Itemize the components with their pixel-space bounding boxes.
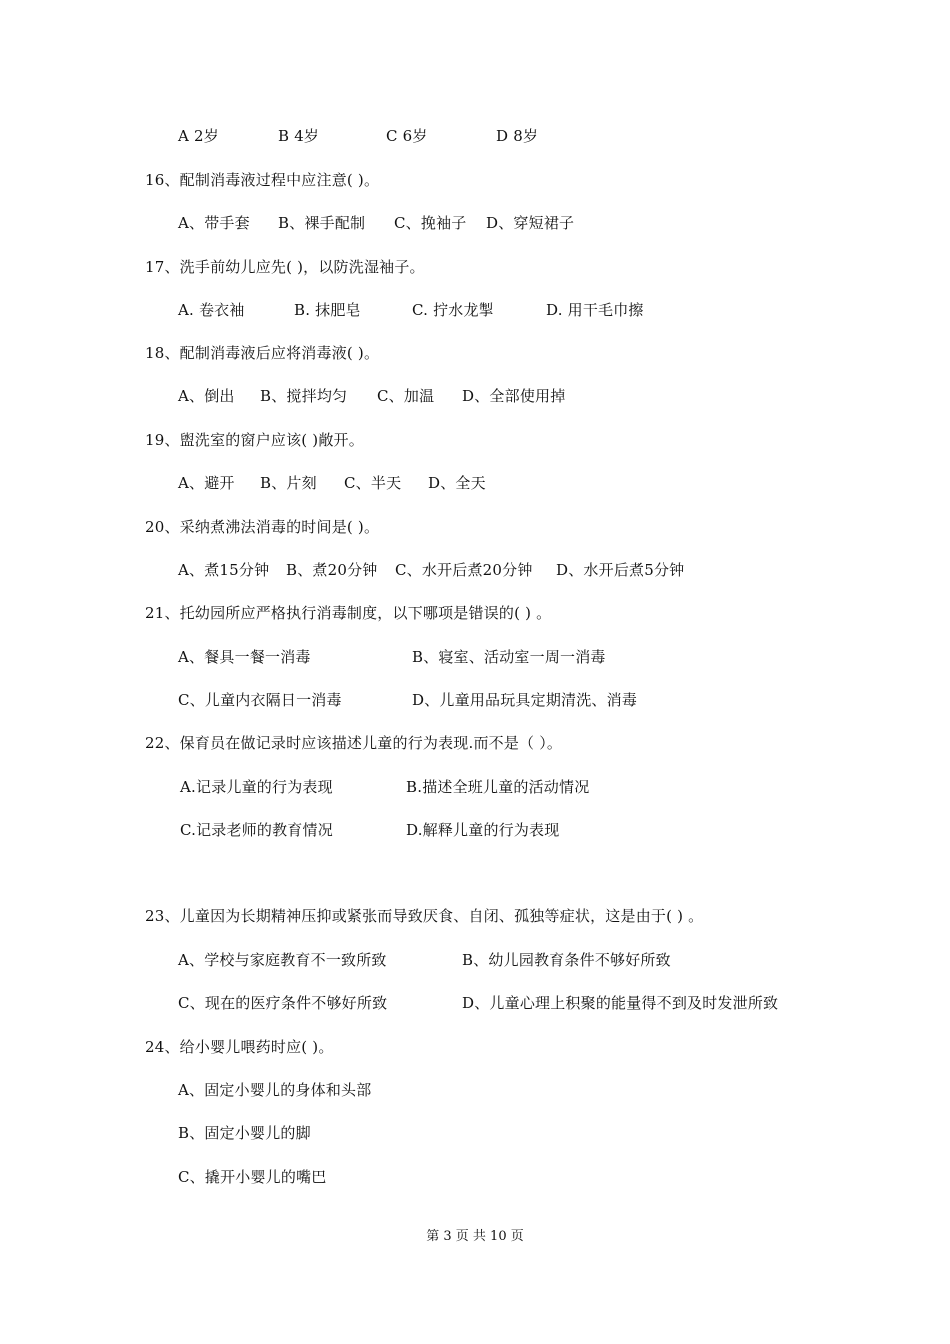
q24-option-a: A、固定小婴儿的身体和头部: [178, 1081, 372, 1099]
q21-options-row1: [0, 647, 950, 667]
q21-question: 21、托幼园所应严格执行消毒制度，以下哪项是错误的( ) 。: [145, 604, 552, 622]
q21-option-a: A、餐具一餐一消毒: [178, 648, 311, 666]
q18-question: 18、配制消毒液后应将消毒液( )。: [145, 344, 380, 362]
q17-option-d: D. 用干毛巾擦: [546, 301, 644, 319]
q17-question: 17、洗手前幼儿应先( )，以防洗湿袖子。: [145, 258, 425, 276]
q19-option-d: D、全天: [428, 474, 486, 492]
q15-option-c: C 6岁: [386, 127, 428, 145]
q20-option-c: C、水开后煮20分钟: [395, 561, 533, 579]
q16-option-c: C、挽袖子: [394, 214, 467, 232]
q15-option-a: A 2岁: [178, 127, 219, 145]
q23-options-row2: [0, 993, 950, 1013]
q19-options: [0, 473, 950, 493]
q18-option-d: D、全部使用掉: [462, 387, 566, 405]
q24-option-c: C、撬开小婴儿的嘴巴: [178, 1168, 327, 1186]
q21-option-c: C、儿童内衣隔日一消毒: [178, 691, 342, 709]
q23-option-c: C、现在的医疗条件不够好所致: [178, 994, 388, 1012]
q16-options: [0, 213, 950, 233]
q17-options: [0, 300, 950, 320]
q21-option-d: D、儿童用品玩具定期清洗、消毒: [412, 691, 638, 709]
q20-option-a: A、煮15分钟: [178, 561, 270, 579]
q23-options-row1: [0, 950, 950, 970]
q22-option-d: D.解释儿童的行为表现: [406, 821, 560, 839]
q18-option-a: A、倒出: [178, 387, 235, 405]
q23-option-a: A、学校与家庭教育不一致所致: [178, 951, 387, 969]
q16-option-a: A、带手套: [178, 214, 250, 232]
q17-option-a: A. 卷衣袖: [178, 301, 245, 319]
q17-option-b: B. 抹肥皂: [294, 301, 361, 319]
q18-option-b: B、搅拌均匀: [260, 387, 348, 405]
q22-option-b: B.描述全班儿童的活动情况: [406, 778, 590, 796]
q19-option-a: A、避开: [178, 474, 235, 492]
q23-option-b: B、幼儿园教育条件不够好所致: [462, 951, 671, 969]
q20-option-d: D、水开后煮5分钟: [556, 561, 685, 579]
q20-option-b: B、煮20分钟: [286, 561, 378, 579]
q16-question: 16、配制消毒液过程中应注意( )。: [145, 171, 380, 189]
q21-options-row2: [0, 690, 950, 710]
q22-option-a: A.记录儿童的行为表现: [180, 778, 333, 796]
page-number-footer: 第 3 页 共 10 页: [426, 1229, 524, 1244]
q17-option-c: C. 拧水龙掣: [412, 301, 494, 319]
q15-options: [0, 126, 950, 146]
q21-option-b: B、寝室、活动室一周一消毒: [412, 648, 606, 666]
q22-question: 22、保育员在做记录时应该描述儿童的行为表现.而不是（ ）。: [145, 734, 563, 752]
q23-question: 23、儿童因为长期精神压抑或紧张而导致厌食、自闭、孤独等症状，这是由于( ) 。: [145, 907, 704, 925]
q20-question: 20、采纳煮沸法消毒的时间是( )。: [145, 518, 380, 536]
q20-options: [0, 560, 950, 580]
q19-option-c: C、半天: [344, 474, 402, 492]
q22-options-row1: [0, 777, 950, 797]
q24-question: 24、给小婴儿喂药时应( )。: [145, 1038, 334, 1056]
q15-option-b: B 4岁: [278, 127, 320, 145]
q16-option-d: D、穿短裙子: [486, 214, 575, 232]
q18-option-c: C、加温: [377, 387, 435, 405]
q19-option-b: B、片刻: [260, 474, 317, 492]
q18-options: [0, 386, 950, 406]
q24-option-b: B、固定小婴儿的脚: [178, 1124, 311, 1142]
q15-option-d: D 8岁: [496, 127, 539, 145]
q23-option-d: D、儿童心理上积聚的能量得不到及时发泄所致: [462, 994, 779, 1012]
q22-option-c: C.记录老师的教育情况: [180, 821, 333, 839]
q19-question: 19、盥洗室的窗户应该( )敞开。: [145, 431, 364, 449]
q16-option-b: B、裸手配制: [278, 214, 366, 232]
q22-options-row2: [0, 820, 950, 840]
